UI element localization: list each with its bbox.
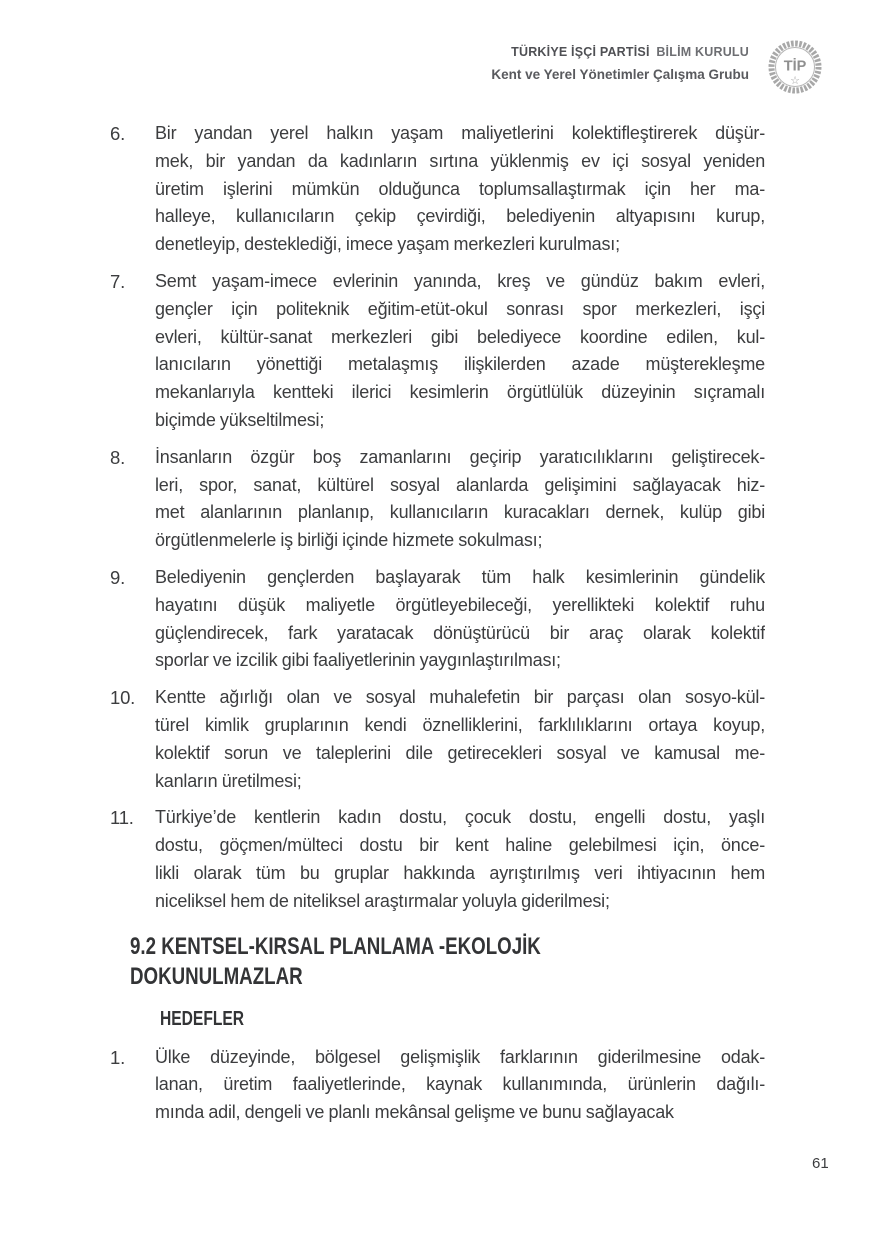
list-item-number: 10. xyxy=(110,687,136,709)
list-item-text xyxy=(155,120,765,259)
section-subheading: HEDEFLER xyxy=(160,1007,245,1030)
paragraph-line: dostu, göçmen/mülteci dostu bir kent haline gelebilmesi için, önce- xyxy=(155,835,765,856)
paragraph-line: Belediyenin gençlerden başlayarak tüm halk kesimlerinin gündelik xyxy=(155,566,765,587)
document-body xyxy=(110,120,770,1136)
page-header xyxy=(491,40,822,94)
paragraph-line: mekanlarıyla kentteki ilerici kesimlerin örgütlülük düzeyinin sıçramalı xyxy=(155,382,765,403)
list-item-text xyxy=(155,444,765,555)
paragraph-line: mek, bir yandan da kadınların sırtına yüklenmiş ev içi sosyal yeniden xyxy=(155,150,765,171)
paragraph-line: mında adil, dengeli ve planlı mekânsal gelişme ve bunu sağlayacak xyxy=(155,1102,674,1123)
paragraph-line: Bir yandan yerel halkın yaşam maliyetlerini kolektifleştirerek düşür- xyxy=(155,123,765,143)
paragraph-line: denetleyip, desteklediği, imece yaşam merkezleri kurulması; xyxy=(155,234,620,255)
header-title-bold: TÜRKİYE İŞÇİ PARTİSİ xyxy=(511,45,650,59)
list-item-number: 11. xyxy=(110,807,134,829)
paragraph-line: leri, spor, sanat, kültürel sosyal alanlarda gelişimini sağlayacak hiz- xyxy=(155,474,765,495)
list-item xyxy=(110,1044,770,1127)
list-item xyxy=(110,120,770,259)
list-item-text xyxy=(155,564,765,675)
paragraph-line: met alanlarının planlanıp, kullanıcıların kuracakları dernek, kulüp gibi xyxy=(155,502,765,523)
section-heading xyxy=(130,932,770,992)
list-item-number: 8. xyxy=(110,446,126,468)
tip-party-logo-icon xyxy=(768,40,822,94)
paragraph-line: biçimde yükseltilmesi; xyxy=(155,409,325,430)
goals-numbered-list xyxy=(110,1044,770,1127)
paragraph-line: hayatını düşük maliyetle örgütleyebileceği, yerellikteki kolektif ruhu xyxy=(155,594,765,615)
paragraph-line: evleri, kültür-sanat merkezleri gibi belediyece koordine edilen, kul- xyxy=(155,326,765,347)
paragraph-line: güçlendirecek, fark yaratacak dönüştürücü bir araç olarak kolektif xyxy=(155,622,765,643)
paragraph-line: kanların üretilmesi; xyxy=(155,770,302,791)
paragraph-line: üretim işlerini mümkün olduğunca toplumsallaştırmak için her ma- xyxy=(155,178,765,199)
svg-text:TİP: TİP xyxy=(783,58,807,75)
header-title-regular: BİLİM KURULU xyxy=(656,45,749,59)
paragraph-line: sporlar ve izcilik gibi faaliyetlerinin yaygınlaştırılması; xyxy=(155,650,561,671)
paragraph-line: likli olarak tüm bu gruplar hakkında ayrıştırılmış veri ihtiyacının hem xyxy=(155,862,765,883)
list-item-text xyxy=(155,1044,765,1127)
list-item-text xyxy=(155,804,765,915)
header-subtitle: Kent ve Yerel Yönetimler Çalışma Grubu xyxy=(491,67,749,82)
paragraph-line: türel kimlik gruplarının kendi öznelliklerini, farklılıklarını ortaya koyup, xyxy=(155,714,765,735)
header-text-block xyxy=(491,40,749,82)
paragraph-line: Ülke düzeyinde, bölgesel gelişmişlik farklarının giderilmesine odak- xyxy=(155,1046,765,1067)
paragraph-line: lanan, üretim faaliyetlerinde, kaynak kullanımında, ürünlerin dağılı- xyxy=(155,1074,765,1095)
list-item xyxy=(110,564,770,675)
list-item xyxy=(110,804,770,915)
paragraph-line: Semt yaşam-imece evlerinin yanında, kreş ve gündüz bakım evleri, xyxy=(155,270,765,291)
list-item xyxy=(110,268,770,435)
paragraph-line: niceliksel hem de niteliksel araştırmalar yoluyla giderilmesi; xyxy=(155,890,610,911)
paragraph-line: Kentte ağırlığı olan ve sosyal muhalefetin bir parçası olan sosyo-kül- xyxy=(155,687,765,708)
paragraph-line: lanıcıların yönettiği metalaşmış ilişkilerden azade müşterekleşme xyxy=(155,354,765,375)
list-item xyxy=(110,444,770,555)
svg-text:☆: ☆ xyxy=(790,74,800,87)
section-heading-line1: 9.2 KENTSEL-KIRSAL PLANLAMA -EKOLOJİK xyxy=(130,932,541,960)
paragraph-line: Türkiye’de kentlerin kadın dostu, çocuk dostu, engelli dostu, yaşlı xyxy=(155,807,765,828)
paragraph-line: kolektif sorun ve taleplerini dile getirecekleri sosyal ve kamusal me- xyxy=(155,742,765,763)
page-number: 61 xyxy=(812,1155,829,1172)
list-item-number: 1. xyxy=(110,1046,126,1068)
paragraph-line: örgütlenmelerle iş birliği içinde hizmete sokulması; xyxy=(155,530,543,551)
header-title xyxy=(491,45,749,59)
numbered-list xyxy=(110,120,770,916)
list-item-number: 6. xyxy=(110,123,126,144)
paragraph-line: halleye, kullanıcıların çekip çevirdiği, belediyenin altyapısını kurup, xyxy=(155,206,765,227)
list-item-number: 7. xyxy=(110,270,126,292)
section-heading-line2: DOKUNULMAZLAR xyxy=(130,962,303,990)
list-item-text xyxy=(155,268,765,435)
list-item xyxy=(110,684,770,795)
paragraph-line: İnsanların özgür boş zamanlarını geçirip yaratıcılıklarını geliştirecek- xyxy=(155,446,765,467)
list-item-text xyxy=(155,684,765,795)
list-item-number: 9. xyxy=(110,566,126,588)
paragraph-line: gençler için politeknik eğitim-etüt-okul sonrası spor merkezleri, işçi xyxy=(155,298,765,319)
